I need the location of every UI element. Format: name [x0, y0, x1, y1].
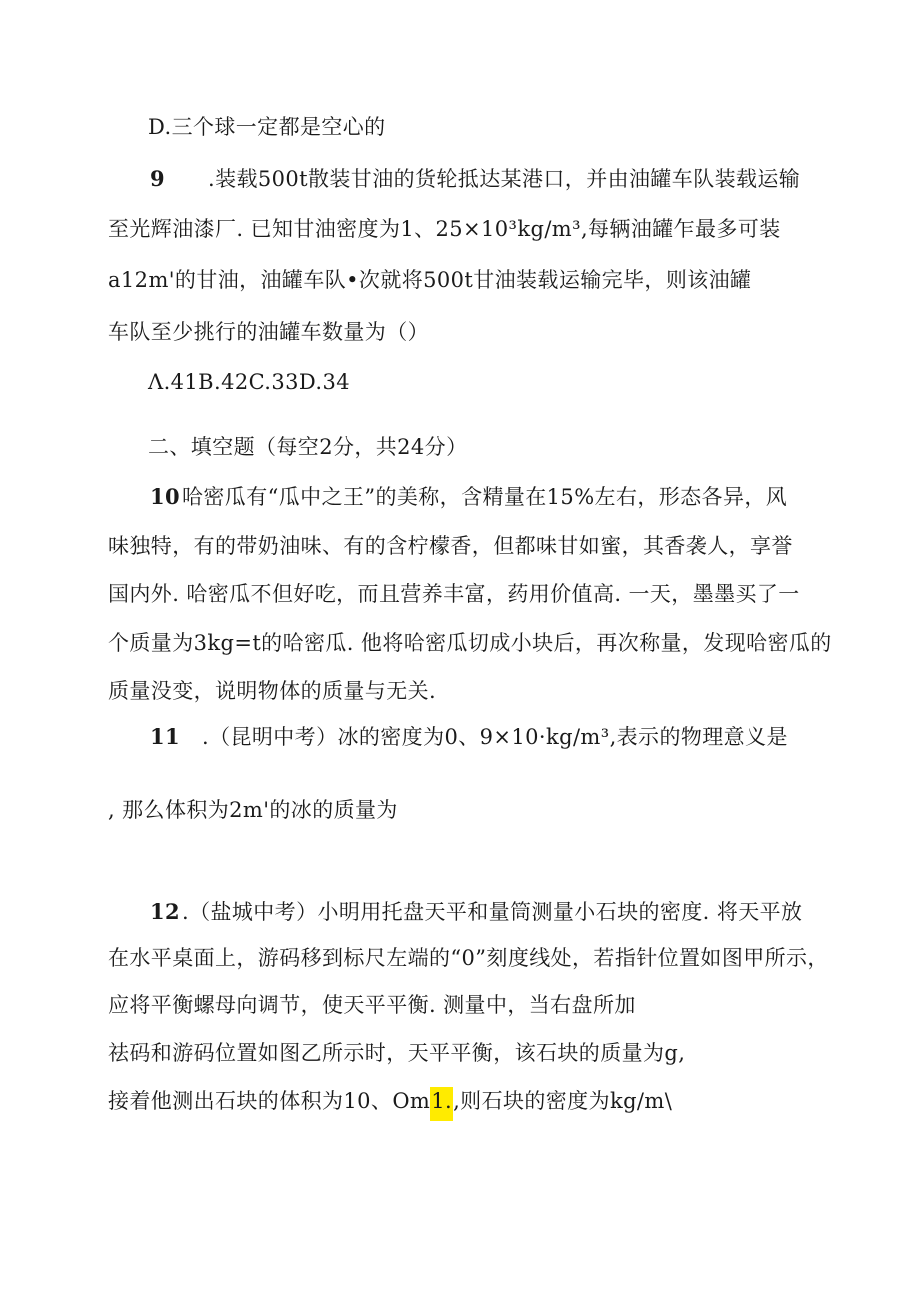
question-12-line-5-end: ,则石块的密度为kg/m\ [453, 1089, 673, 1113]
question-12-line-2: 在水平桌面上，游码移到标尺左端的“0”刻度线处，若指针位置如图甲所示， [108, 946, 829, 970]
question-9-text: .装载500t散装甘油的货轮抵达某港口，并由油罐车队装载运输 [208, 167, 801, 191]
question-10-text: 哈密瓜有“瓜中之王”的美称，含精量在15%左右，形态各异，风 [182, 485, 788, 509]
question-9-line-2: 至光辉油漆厂. 已知甘油密度为1、25×10³kg/m³,每辆油罐乍最多可装 [108, 217, 781, 241]
question-10-number: 10 [150, 484, 181, 509]
option-d-line: D.三个球一定都是空心的 [148, 115, 386, 139]
question-11-text: .（昆明中考）冰的密度为0、9×10·kg/m³,表示的物理意义是 [202, 725, 788, 749]
question-11-number: 11 [150, 724, 181, 749]
question-12-line-4: 祛码和游码位置如图乙所示时，天平平衡，该石块的质量为g, [108, 1041, 686, 1065]
question-12-line-3: 应将平衡螺母向调节，使天平平衡. 测量中，当右盘所加 [108, 993, 636, 1017]
question-9-line-4: 车队至少挑行的油罐车数量为（） [108, 320, 429, 344]
highlighted-text: 1. [430, 1087, 453, 1121]
question-10-line-5: 质量没变，说明物体的质量与无关. [108, 679, 437, 703]
section-heading: 二、填空题（每空2分，共24分） [148, 435, 468, 459]
question-12-number: 12 [150, 899, 181, 924]
question-11-first-line [150, 723, 788, 751]
question-9-line-3: a12m'的甘油，油罐车队•次就将500t甘油装载运输完毕，则该油罐 [108, 268, 752, 292]
question-10-line-4: 个质量为3kg=t的哈密瓜. 他将哈密瓜切成小块后，再次称量，发现哈密瓜的 [108, 631, 832, 655]
question-10-first-line [150, 483, 787, 511]
question-12-text: .（盐城中考）小明用托盘天平和量筒测量小石块的密度. 将天平放 [182, 900, 803, 924]
question-10-line-3: 国内外. 哈密瓜不但好吃，而且营养丰富，药用价值高. 一天，墨墨买了一 [108, 582, 800, 606]
question-9-options: Λ.41B.42C.33D.34 [148, 370, 350, 394]
question-9-number: 9 [150, 166, 166, 191]
question-12-line-5-start: 接着他测出石块的体积为10、Om [108, 1089, 431, 1113]
question-12-first-line [150, 898, 802, 926]
question-12-line-5 [108, 1087, 672, 1115]
question-10-line-2: 味独特，有的带奶油味、有的含柠檬香，但都味甘如蜜，其香袭人，享誉 [108, 534, 793, 558]
question-11-line-2: , 那么体积为2m'的冰的质量为 [108, 798, 398, 822]
question-9-first-line [150, 165, 800, 193]
